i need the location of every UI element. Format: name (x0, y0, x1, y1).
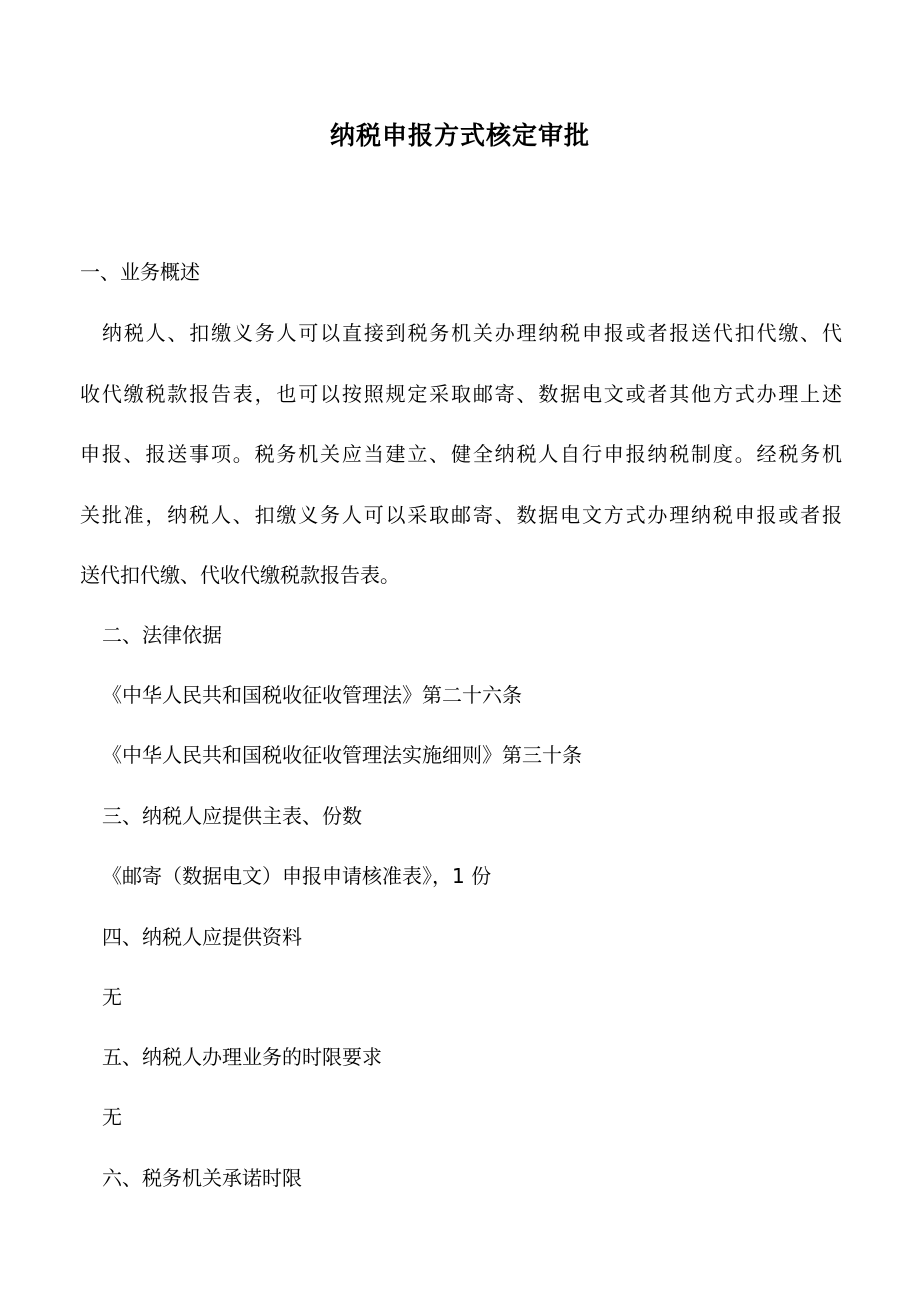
paragraph-line: 收代缴税款报告表，也可以按照规定采取邮寄、数据电文或者其他方式办理上述 (80, 381, 842, 406)
section-heading-commitment-time: 六、税务机关承诺时限 (102, 1166, 302, 1190)
paragraph-line: 送代扣代缴、代收代缴税款报告表。 (80, 563, 400, 587)
section-heading-main-forms: 三、纳税人应提供主表、份数 (102, 804, 362, 828)
overview-paragraph (80, 316, 842, 619)
legal-basis-item: 《中华人民共和国税收征收管理法实施细则》第三十条 (102, 743, 582, 767)
paragraph-line: 关批准，纳税人、扣缴义务人可以采取邮寄、数据电文方式办理纳税申报或者报 (80, 502, 842, 527)
legal-basis-item: 《中华人民共和国税收征收管理法》第二十六条 (102, 683, 522, 707)
section-heading-legal-basis: 二、法律依据 (102, 623, 222, 647)
main-form-item: 《邮寄（数据电文）申报申请核准表》，1 份 (102, 864, 492, 888)
document-title: 纳税申报方式核定审批 (329, 121, 590, 150)
time-requirement-item: 无 (102, 1105, 122, 1129)
materials-item: 无 (102, 985, 122, 1009)
section-heading-materials: 四、纳税人应提供资料 (102, 925, 302, 949)
section-heading-time-requirement: 五、纳税人办理业务的时限要求 (102, 1045, 382, 1069)
paragraph-line: 申报、报送事项。税务机关应当建立、健全纳税人自行申报纳税制度。经税务机 (80, 442, 842, 466)
paragraph-line: 纳税人、扣缴义务人可以直接到税务机关办理纳税申报或者报送代扣代缴、代 (102, 321, 842, 345)
section-heading-overview: 一、业务概述 (80, 260, 200, 284)
